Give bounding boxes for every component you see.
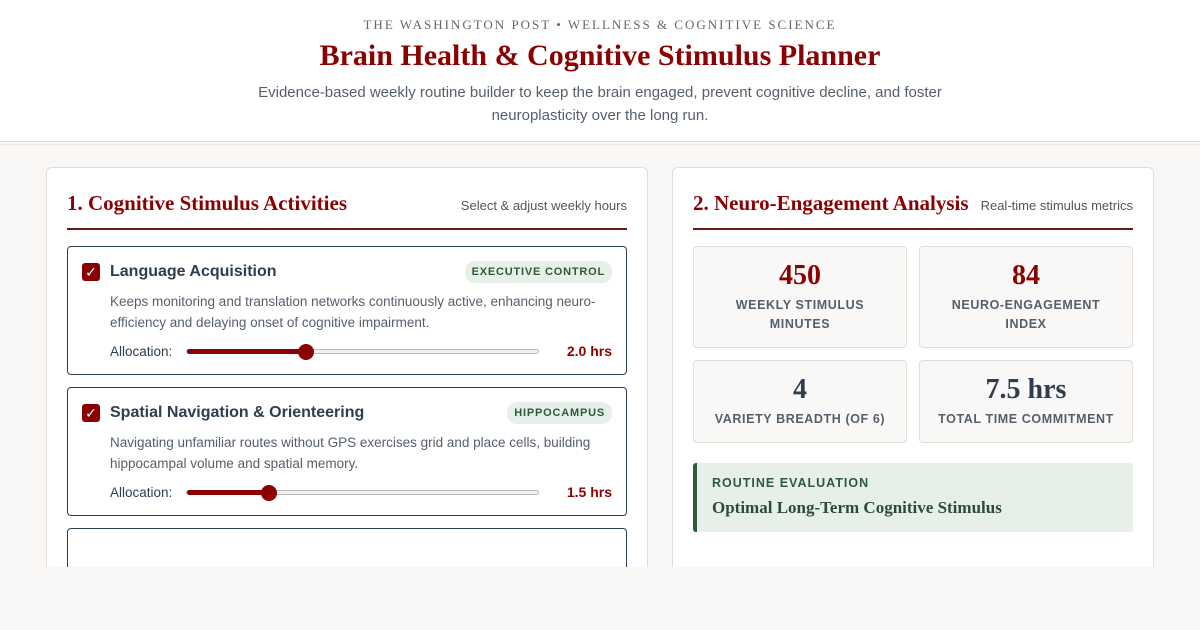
- activities-panel: [46, 167, 648, 567]
- activities-panel-hint: Select & adjust weekly hours: [460, 198, 627, 213]
- allocation-slider-language[interactable]: [186, 349, 539, 354]
- allocation-label: Allocation:: [110, 343, 173, 359]
- evaluation-label: ROUTINE EVALUATION: [712, 476, 870, 490]
- allocation-value: 2.0 hrs: [566, 343, 612, 359]
- metric-engagement-index: [919, 246, 1133, 348]
- slider-thumb[interactable]: [298, 344, 314, 360]
- masthead: [0, 0, 1200, 142]
- metric-variety-breadth: [693, 360, 907, 443]
- main-content: [0, 167, 1200, 567]
- activity-name: Language Acquisition: [110, 263, 277, 280]
- metric-total-time: [919, 360, 1133, 443]
- metric-label: TOTAL TIME COMMITMENT: [938, 412, 1114, 426]
- activity-card-next: [67, 528, 627, 567]
- allocation-label: Allocation:: [110, 484, 173, 500]
- metric-label: VARIETY BREADTH (OF 6): [714, 412, 886, 426]
- activity-tag: EXECUTIVE CONTROL: [465, 261, 612, 283]
- activities-panel-header: [67, 188, 627, 230]
- allocation-row: [110, 484, 612, 500]
- activity-checkbox-language[interactable]: ✓: [82, 263, 100, 281]
- metric-weekly-minutes: [693, 246, 907, 348]
- metric-label: NEURO-ENGAGEMENT INDEX: [951, 298, 1101, 331]
- evaluation-value: Optimal Long-Term Cognitive Stimulus: [712, 498, 1002, 517]
- page-title: Brain Health & Cognitive Stimulus Planner: [319, 39, 881, 72]
- activity-description: Navigating unfamiliar routes without GPS exercises grid and place cells, building hippocampal volume and spatial memory.: [110, 435, 591, 471]
- analysis-panel-hint: Real-time stimulus metrics: [980, 198, 1133, 213]
- activity-description: Keeps monitoring and translation networks continuously active, enhancing neuro-efficiency and delaying onset of cognitive impairment.: [110, 294, 596, 330]
- page-subtitle: Evidence-based weekly routine builder to keep the brain engaged, prevent cognitive decline, and foster neuroplasticity over the long run.: [258, 84, 942, 124]
- allocation-slider-navigation[interactable]: [186, 490, 539, 495]
- activity-name: Spatial Navigation & Orienteering: [110, 404, 365, 421]
- slider-fill: [187, 490, 269, 495]
- activities-panel-title: 1. Cognitive Stimulus Activities: [67, 191, 348, 215]
- activity-tag: HIPPOCAMPUS: [507, 402, 612, 424]
- analysis-panel-title: 2. Neuro-Engagement Analysis: [693, 191, 969, 215]
- metrics-grid: [693, 246, 1133, 443]
- activity-card-language: [67, 246, 627, 375]
- kicker: THE WASHINGTON POST • WELLNESS & COGNITIVE SCIENCE: [363, 17, 837, 32]
- analysis-panel-header: [693, 188, 1133, 230]
- metric-value: 7.5 hrs: [985, 374, 1067, 405]
- activity-checkbox-navigation[interactable]: ✓: [82, 404, 100, 422]
- metric-value: 84: [1012, 260, 1040, 291]
- slider-fill: [187, 349, 306, 354]
- allocation-value: 1.5 hrs: [566, 484, 612, 500]
- metric-value: 4: [793, 374, 807, 405]
- routine-evaluation: [693, 463, 1133, 532]
- allocation-row: [110, 343, 612, 359]
- slider-thumb[interactable]: [261, 485, 277, 501]
- activity-card-navigation: [67, 387, 627, 516]
- analysis-panel: [672, 167, 1154, 567]
- metric-value: 450: [779, 260, 821, 291]
- metric-label: WEEKLY STIMULUS MINUTES: [735, 298, 865, 331]
